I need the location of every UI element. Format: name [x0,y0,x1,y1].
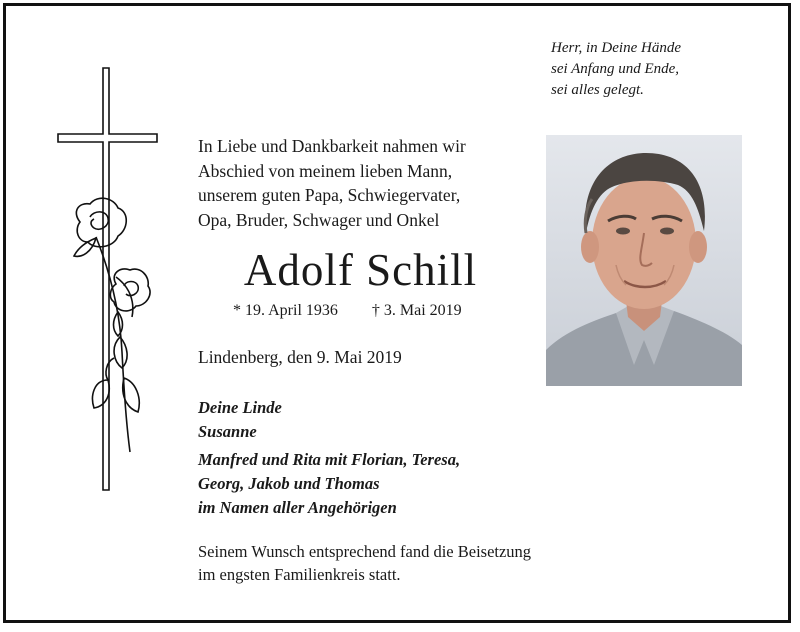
mourner-line: Georg, Jakob und Thomas [198,474,380,493]
intro-line: unserem guten Papa, Schwiegervater, [198,185,461,205]
mourner-line: Manfred und Rita mit Florian, Teresa, [198,450,461,469]
intro-line: Abschied von meinem lieben Mann, [198,160,453,181]
motto-verse [551,38,751,101]
mourners-list [198,396,558,520]
mourner-line: Deine Linde [198,398,282,417]
mourner-line: Susanne [198,422,257,441]
intro-text [198,134,538,232]
burial-note [198,540,598,586]
note-line: Seinem Wunsch entsprechend fand die Beisetzung [198,542,532,561]
motto-line: Herr, in Deine Hände [551,40,681,56]
portrait-photo [546,135,742,386]
life-dates [233,300,533,322]
mourner-line: im Namen aller Angehörigen [198,498,397,517]
note-line: im engsten Familienkreis statt. [198,565,401,584]
intro-line: In Liebe und Dankbarkeit nahmen wir [198,136,466,156]
motto-line: sei Anfang und Ende, [551,61,680,77]
intro-line: Opa, Bruder, Schwager und Onkel [198,209,440,230]
cross-with-roses-icon [50,62,170,494]
death-date: † 3. Mai 2019 [371,302,462,319]
place-and-date: Lindenberg, den 9. Mai 2019 [198,347,402,367]
motto-line: sei alles gelegt. [551,82,644,98]
deceased-name: Adolf Schill [243,245,478,295]
birth-date: * 19. April 1936 [233,302,338,319]
